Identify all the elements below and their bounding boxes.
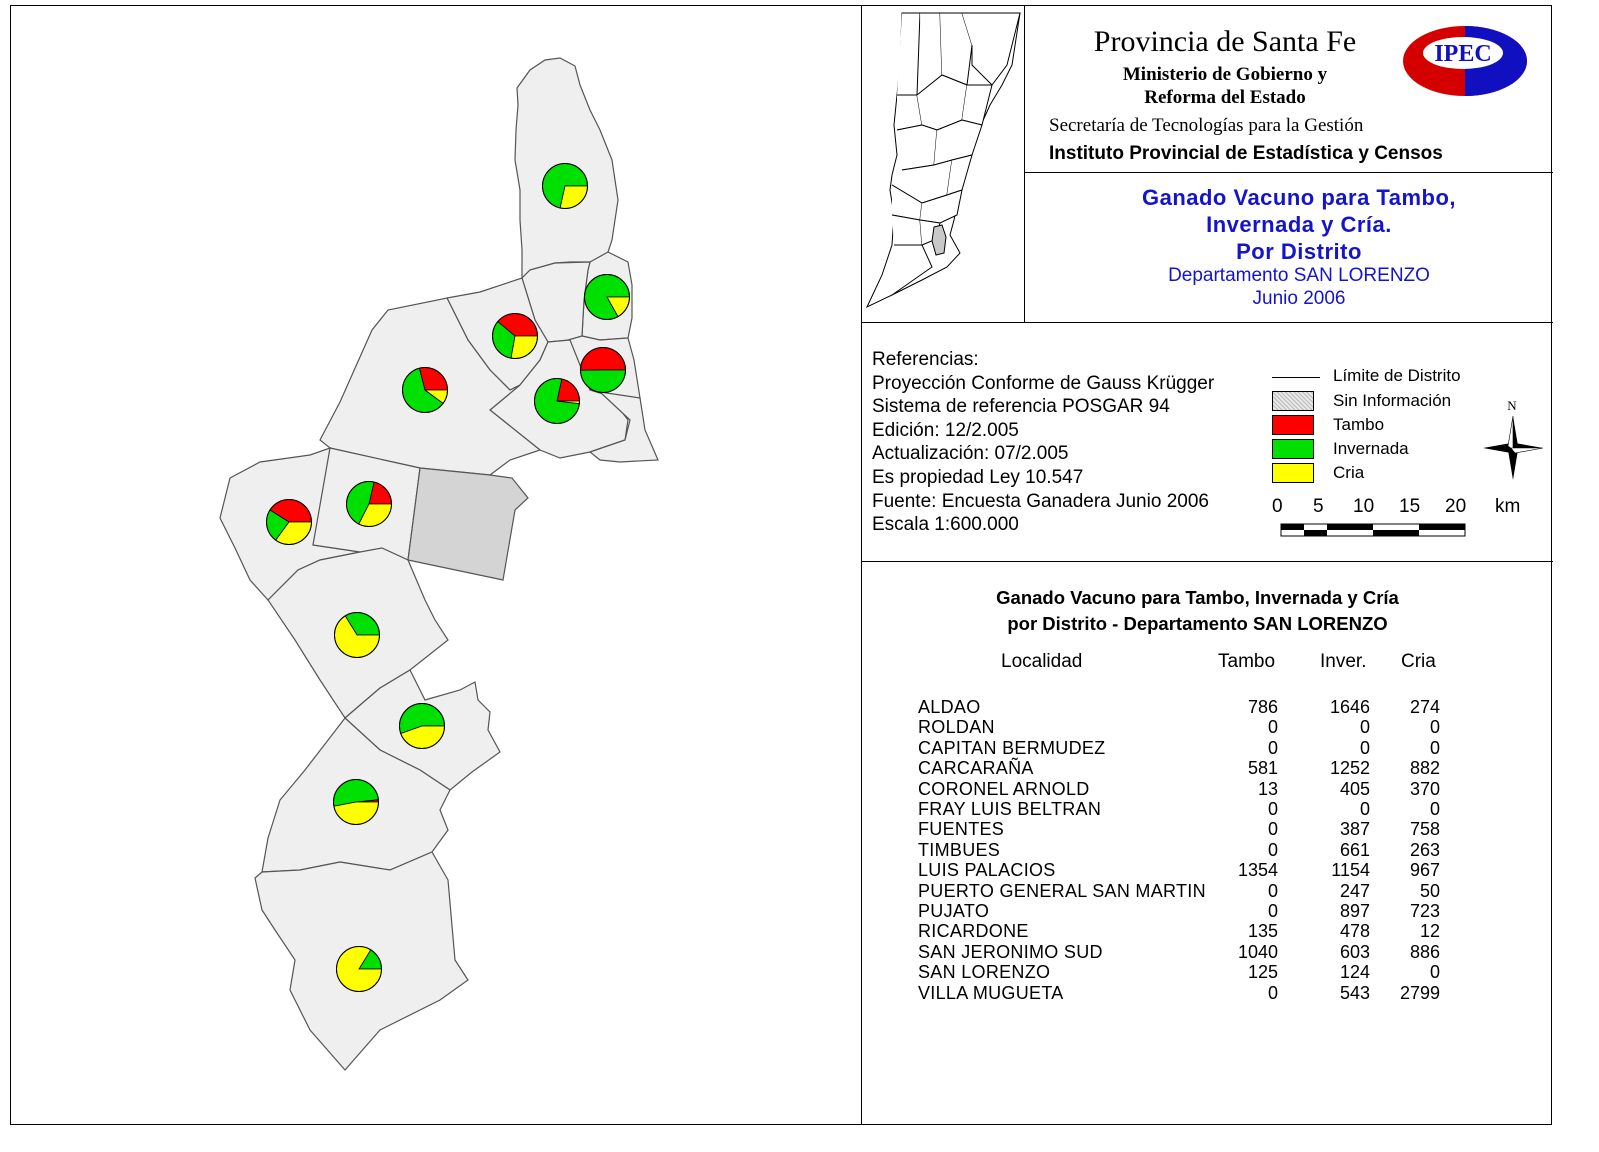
- cell-localidad: TIMBUES: [918, 839, 1001, 860]
- ref-source: Fuente: Encuesta Ganadera Junio 2006: [872, 490, 1209, 512]
- references-text: [872, 348, 1214, 537]
- cell-cria: 758: [1409, 819, 1440, 840]
- cell-invernada: 897: [1339, 901, 1370, 921]
- cria-swatch: [1272, 463, 1314, 483]
- cell-tambo: 0: [1267, 901, 1278, 921]
- district-sin-informacion: [408, 468, 528, 580]
- info-column: [861, 5, 1552, 1125]
- cell-invernada: 387: [1339, 819, 1370, 840]
- pie-ricardone: [535, 379, 580, 424]
- data-table-panel: [862, 562, 1553, 1125]
- title-line3: Por Distrito: [1236, 239, 1362, 264]
- table-row: [862, 901, 1553, 921]
- tambo-swatch: [1272, 415, 1314, 435]
- cell-tambo: 0: [1267, 880, 1278, 901]
- ministry-name: [1025, 63, 1425, 109]
- pie-villa-mugueta: [337, 947, 382, 992]
- boundary-line-swatch: [1272, 377, 1320, 378]
- cell-localidad: FUENTES: [918, 819, 1005, 840]
- cell-tambo: 581: [1247, 758, 1278, 779]
- table-row: [862, 921, 1553, 941]
- cell-cria: 886: [1409, 941, 1440, 962]
- cell-tambo: 1354: [1237, 860, 1278, 881]
- cell-invernada: 0: [1359, 799, 1370, 819]
- cell-tambo: 135: [1247, 921, 1278, 942]
- map-panel: [10, 5, 862, 1125]
- cell-tambo: 786: [1247, 697, 1278, 717]
- cell-cria: 882: [1409, 758, 1440, 779]
- cell-invernada: 247: [1339, 880, 1370, 901]
- table-title-line2: por Distrito - Departamento SAN LORENZO: [1007, 613, 1388, 634]
- cell-localidad: VILLA MUGUETA: [918, 982, 1064, 1003]
- table-row: [862, 942, 1553, 962]
- col-header-tambo: Tambo: [1218, 651, 1276, 672]
- cell-localidad: CAPITAN BERMUDEZ: [918, 737, 1106, 758]
- pie-fuentes: [335, 613, 380, 658]
- cell-invernada: 1252: [1329, 758, 1370, 779]
- ref-law: Es propiedad Ley 10.547: [872, 466, 1084, 488]
- pie-san-jeronimo-sud: [266, 499, 311, 544]
- cell-tambo: 0: [1267, 819, 1278, 840]
- invernada-swatch: [1272, 439, 1314, 459]
- ref-update: Actualización: 07/2.005: [872, 443, 1069, 465]
- north-arrow-icon: [1478, 398, 1548, 488]
- scale-label-20: 20: [1445, 496, 1467, 517]
- pie-luis-palacios: [493, 314, 538, 359]
- table-row: [862, 962, 1553, 982]
- cell-localidad: PUERTO GENERAL SAN MARTIN: [918, 880, 1206, 901]
- pie-north-district: [543, 164, 588, 209]
- cell-cria: 0: [1429, 799, 1440, 819]
- scale-label-15: 15: [1399, 496, 1421, 517]
- table-row: [862, 717, 1553, 737]
- pie-pujato: [400, 704, 445, 749]
- cell-invernada: 405: [1339, 778, 1370, 799]
- cell-invernada: 603: [1339, 941, 1370, 962]
- cell-localidad: SAN JERONIMO SUD: [918, 941, 1103, 962]
- col-header-localidad: Localidad: [1001, 651, 1083, 672]
- cell-tambo: 13: [1257, 778, 1278, 799]
- cell-localidad: CORONEL ARNOLD: [918, 778, 1090, 799]
- scale-label-5: 5: [1313, 496, 1324, 517]
- table-title: [862, 585, 1533, 637]
- table-row: [862, 779, 1553, 799]
- cell-invernada: 124: [1339, 962, 1370, 983]
- cell-cria: 0: [1429, 962, 1440, 983]
- pie-aldao: [403, 367, 448, 412]
- pie-carcarana: [347, 482, 392, 527]
- scale-label-0: 0: [1272, 496, 1283, 517]
- col-header-cria: Cria: [1401, 651, 1436, 672]
- cell-localidad: CARCARAÑA: [918, 758, 1034, 779]
- cell-localidad: ROLDAN: [918, 717, 995, 738]
- title-line2: Invernada y Cría.: [1206, 212, 1392, 237]
- province-title: Provincia de Santa Fe: [1093, 25, 1357, 58]
- pie-east-red-district: [581, 348, 626, 393]
- cell-tambo: 0: [1267, 799, 1278, 819]
- province-locator-inset: [862, 5, 1025, 322]
- title-line1: Ganado Vacuno para Tambo,: [1141, 185, 1457, 210]
- ipec-logo: [1400, 23, 1530, 101]
- cell-tambo: 0: [1267, 982, 1278, 1003]
- cell-invernada: 1646: [1329, 697, 1370, 717]
- table-row: [862, 860, 1553, 880]
- table-row: [862, 840, 1553, 860]
- table-row: [862, 799, 1553, 819]
- province-outline-map: [862, 5, 1025, 322]
- cell-cria: 967: [1409, 860, 1440, 881]
- cell-cria: 723: [1409, 901, 1440, 921]
- table-title-line1: Ganado Vacuno para Tambo, Invernada y Cría: [996, 587, 1399, 608]
- cell-cria: 263: [1409, 839, 1440, 860]
- cell-tambo: 0: [1267, 737, 1278, 758]
- cell-tambo: 1040: [1237, 941, 1278, 962]
- title-department: Departamento SAN LORENZO: [1168, 265, 1430, 286]
- cell-tambo: 0: [1267, 839, 1278, 860]
- cell-tambo: 125: [1247, 962, 1278, 983]
- cell-localidad: PUJATO: [918, 901, 990, 921]
- cell-localidad: FRAY LUIS BELTRAN: [918, 799, 1102, 819]
- logo-text: IPEC: [1434, 41, 1492, 67]
- table-row: [862, 819, 1553, 839]
- cell-invernada: 0: [1359, 737, 1370, 758]
- cell-localidad: RICARDONE: [918, 921, 1029, 942]
- district-map: [10, 5, 862, 1125]
- no-info-swatch: [1272, 391, 1314, 411]
- table-row: [862, 738, 1553, 758]
- table-row: [862, 758, 1553, 778]
- references-panel: Referencias: Proyección Conforme de Gauss Krügger Sistema de referencia POSGAR 94 Edición: 12/2.005 Actualización: 07/2.005 Es propiedad Ley 10.547 Fuente: Encuesta Ganadera Junio 2006 Escala 1:600.000 Límite de Distrito Sin Información Tambo Invernada Cria N 0 5 10 15 20 km: [862, 322, 1553, 562]
- cell-cria: 50: [1419, 880, 1440, 901]
- scale-bar: [1280, 523, 1470, 543]
- secretariat-name: Secretaría de Tecnologías para la Gestión: [1049, 115, 1364, 136]
- scale-label-km: km: [1495, 496, 1521, 517]
- cell-invernada: 478: [1339, 921, 1370, 942]
- cell-invernada: 1154: [1331, 860, 1370, 881]
- cell-cria: 0: [1429, 717, 1440, 738]
- cell-cria: 370: [1409, 778, 1440, 799]
- table-row: [862, 697, 1553, 717]
- ministry-line1: Ministerio de Gobierno y: [1122, 64, 1328, 85]
- institute-name: Instituto Provincial de Estadística y Censos: [1049, 143, 1443, 164]
- north-label: N: [1507, 398, 1517, 413]
- map-title-block: [1025, 173, 1553, 322]
- cell-localidad: LUIS PALACIOS: [918, 860, 1056, 881]
- ref-scale: Escala 1:600.000: [872, 514, 1019, 536]
- institution-header: [1025, 5, 1553, 173]
- table-row: [862, 881, 1553, 901]
- cell-cria: 274: [1409, 697, 1440, 717]
- cell-invernada: 661: [1339, 839, 1370, 860]
- cell-invernada: 543: [1339, 982, 1370, 1003]
- cell-localidad: ALDAO: [918, 697, 981, 717]
- cell-cria: 2799: [1399, 982, 1440, 1003]
- ministry-line2: Reforma del Estado: [1144, 87, 1306, 108]
- cell-localidad: SAN LORENZO: [918, 962, 1051, 983]
- references-heading: Referencias:: [872, 349, 979, 370]
- cell-cria: 12: [1419, 921, 1440, 942]
- cell-cria: 0: [1429, 737, 1440, 758]
- col-header-inver: Inver.: [1320, 651, 1367, 672]
- ref-edition: Edición: 12/2.005: [872, 419, 1019, 441]
- cell-invernada: 0: [1359, 717, 1370, 738]
- ref-projection: Proyección Conforme de Gauss Krügger: [872, 372, 1215, 394]
- title-date: Junio 2006: [1252, 288, 1346, 309]
- pie-coronel-arnold: [334, 780, 379, 825]
- cell-tambo: 0: [1267, 717, 1278, 738]
- table-row: [862, 983, 1553, 1003]
- pie-east-upper-district: [585, 274, 630, 319]
- ref-datum: Sistema de referencia POSGAR 94: [872, 396, 1170, 418]
- scale-label-10: 10: [1353, 496, 1375, 517]
